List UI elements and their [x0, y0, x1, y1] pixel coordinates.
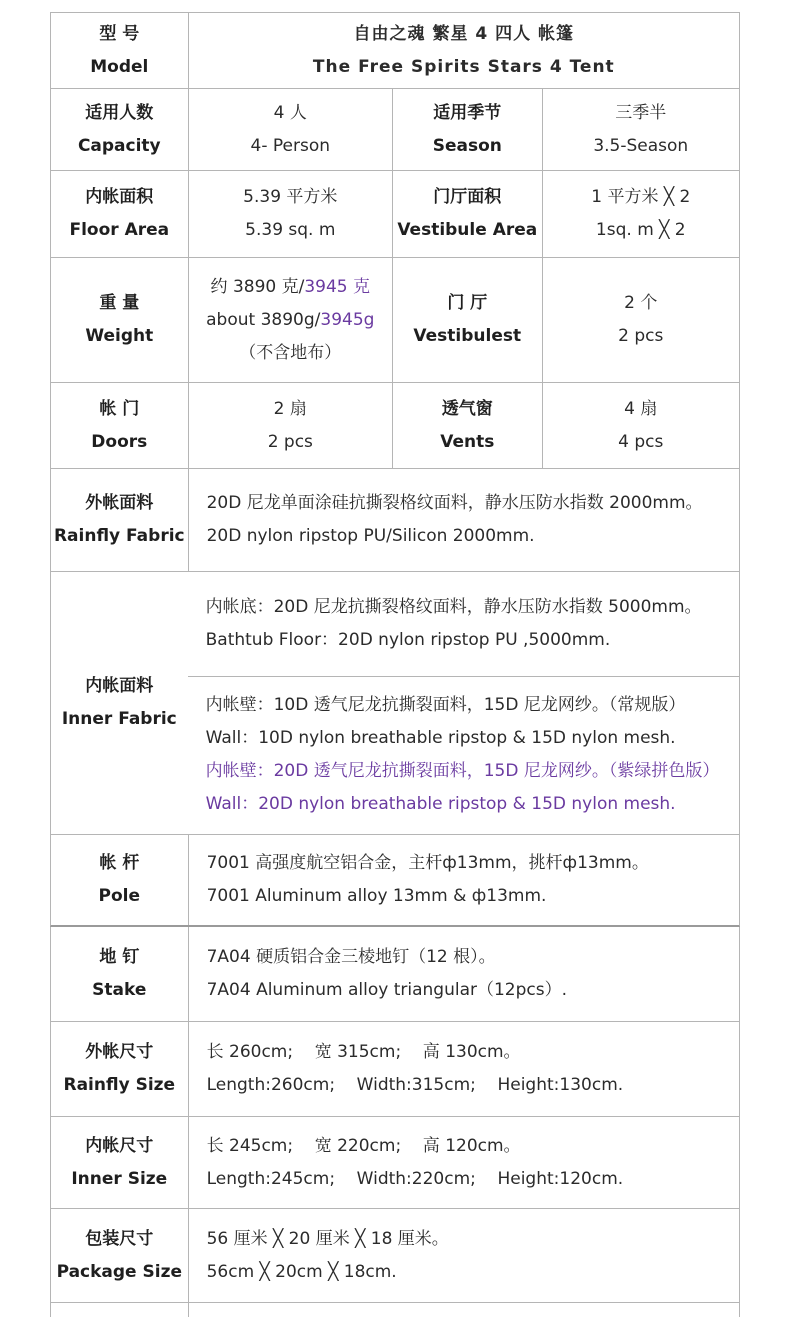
value-cn: 2 个 — [624, 293, 658, 313]
row-model — [50, 12, 740, 89]
row-inner-fabric — [50, 572, 740, 835]
value-cn: 三季半 — [615, 102, 667, 123]
row-inner-size — [50, 1117, 740, 1209]
label-cn: 重 量 — [99, 293, 140, 313]
label-cn: 地 钉 — [99, 947, 140, 967]
value-cn: 5.39 平方米 — [243, 187, 338, 207]
weight-en-alt: 3945g — [320, 309, 375, 330]
row-continued — [50, 1303, 740, 1317]
label-vestibule — [392, 258, 542, 382]
label-cn: 包装尺寸 — [85, 1228, 154, 1249]
label-en: Floor Area — [69, 220, 170, 240]
value-en: 7A04 Aluminum alloy triangular（12pcs）. — [206, 980, 568, 1000]
label-floor-area — [51, 171, 188, 257]
label-en: Doors — [91, 431, 148, 452]
value-en: 20D nylon ripstop PU/Silicon 2000mm. — [206, 526, 535, 546]
value-capacity — [188, 89, 392, 170]
value-en: 7001 Aluminum alloy 13mm & ф13mm. — [206, 886, 547, 906]
wall-alt-en: Wall：20D nylon breathable ripstop & 15D nylon mesh. — [205, 794, 676, 815]
value-doors — [188, 383, 392, 468]
label-en: Season — [432, 135, 502, 156]
row-rainfly-size — [50, 1022, 740, 1117]
label-pole — [51, 835, 188, 925]
weight-en-regular: about 3890g/ — [206, 309, 321, 330]
label-en: Package Size — [56, 1261, 183, 1282]
inner-floor-spec — [188, 572, 739, 676]
label-cn: 内帐面积 — [85, 187, 154, 207]
value-cn: 2 扇 — [273, 398, 307, 419]
value-vestibule — [542, 258, 739, 382]
label-cn: 外帐尺寸 — [85, 1042, 154, 1062]
label-en: Capacity — [77, 135, 161, 156]
weight-cn-alt: 3945 克 — [304, 276, 371, 297]
label-rainfly-fabric — [51, 469, 188, 571]
label-package-size — [51, 1209, 188, 1302]
value-en: 2 pcs — [267, 431, 313, 452]
label-inner-size — [51, 1117, 188, 1208]
label-en: Vestibulest — [413, 326, 522, 346]
label-cn: 内帐面料 — [85, 676, 154, 696]
model-name-cn: 自由之魂 繁星 4 四人 帐篷 — [353, 23, 575, 44]
label-en: Rainfly Size — [63, 1075, 176, 1095]
label-model — [51, 13, 188, 88]
value-weight — [188, 258, 392, 382]
floor-en: Bathtub Floor：20D nylon ripstop PU ,5000mm. — [205, 629, 611, 650]
value-cn: 7001 高强度航空铝合金，主杆ф13mm，挑杆ф13mm。 — [206, 853, 649, 873]
label-cn: 内帐尺寸 — [85, 1135, 154, 1156]
value-cn: 4 扇 — [624, 398, 658, 419]
value-en: Length:260cm; Width:315cm; Height:130cm. — [206, 1075, 624, 1095]
label-vents — [392, 383, 542, 468]
wall-alt-cn: 内帐壁：20D 透气尼龙抗撕裂面料，15D 尼龙网纱。（紫绿拼色版） — [205, 761, 720, 782]
row-rainfly-fabric — [50, 469, 740, 572]
label-en: Rainfly Fabric — [53, 526, 185, 546]
row-floor-area — [50, 171, 740, 258]
label-cn: 型 号 — [99, 23, 140, 44]
label-weight — [51, 258, 188, 382]
value-en: Length:245cm; Width:220cm; Height:120cm. — [206, 1168, 624, 1189]
value-inner-size — [188, 1117, 739, 1208]
value-cn: 56 厘米 ╳ 20 厘米 ╳ 18 厘米。 — [206, 1228, 449, 1249]
wall-cn: 内帐壁：10D 透气尼龙抗撕裂面料，15D 尼龙网纱。（常规版） — [205, 695, 686, 716]
label-en: Vents — [440, 431, 495, 452]
value-en: 4 pcs — [618, 431, 664, 452]
weight-cn — [211, 271, 370, 304]
row-package-size — [50, 1209, 740, 1303]
label-cn: 门 厅 — [447, 293, 488, 313]
inner-wall-spec — [188, 676, 739, 834]
value-continued — [188, 1303, 739, 1317]
label-cn: 帐 杆 — [99, 853, 140, 873]
label-cn: 适用季节 — [433, 102, 502, 123]
value-cn: 1 平方米 ╳ 2 — [591, 187, 691, 207]
value-en: 5.39 sq. m — [245, 220, 336, 240]
weight-en — [206, 304, 374, 337]
label-continued — [51, 1303, 188, 1317]
row-doors — [50, 383, 740, 469]
value-model — [188, 13, 739, 88]
label-cn: 门厅面积 — [433, 187, 502, 207]
label-en: Vestibule Area — [397, 220, 538, 240]
label-season — [392, 89, 542, 170]
label-en: Inner Fabric — [61, 709, 177, 729]
value-cn: 4 人 — [273, 102, 307, 123]
label-inner-fabric — [51, 572, 188, 834]
weight-cn-regular: 约 3890 克/ — [210, 276, 305, 297]
label-cn: 透气窗 — [441, 398, 493, 419]
value-inner-fabric — [188, 572, 739, 834]
value-en: 4- Person — [250, 135, 331, 156]
value-floor-area — [188, 171, 392, 257]
row-pole — [50, 835, 740, 927]
row-capacity — [50, 89, 740, 171]
label-capacity — [51, 89, 188, 170]
value-stake — [188, 927, 739, 1021]
row-stake — [50, 927, 740, 1022]
value-season — [542, 89, 739, 170]
wall-en: Wall：10D nylon breathable ripstop & 15D nylon mesh. — [205, 728, 676, 749]
model-name-en: The Free Spirits Stars 4 Tent — [312, 56, 615, 77]
value-en: 3.5-Season — [593, 135, 689, 156]
value-cn: 7A04 硬质铝合金三棱地钉（12 根）。 — [206, 947, 496, 967]
label-en: Pole — [98, 886, 141, 906]
label-stake — [51, 927, 188, 1021]
value-vents — [542, 383, 739, 468]
spec-table — [50, 12, 740, 1317]
value-package-size — [188, 1209, 739, 1302]
label-cn: 外帐面料 — [85, 493, 154, 513]
value-en: 1sq. m ╳ 2 — [595, 220, 686, 240]
label-en: Inner Size — [71, 1168, 168, 1189]
value-cn: 长 260cm; 宽 315cm; 高 130cm。 — [206, 1042, 521, 1062]
value-rainfly-size — [188, 1022, 739, 1116]
label-cn: 帐 门 — [99, 398, 140, 419]
value-cn: 20D 尼龙单面涂硅抗撕裂格纹面料，静水压防水指数 2000mm。 — [206, 493, 703, 513]
label-cn: 适用人数 — [85, 102, 154, 123]
value-en: 56cm ╳ 20cm ╳ 18cm. — [206, 1261, 397, 1282]
row-weight — [50, 258, 740, 383]
floor-cn: 内帐底：20D 尼龙抗撕裂格纹面料，静水压防水指数 5000mm。 — [205, 596, 702, 617]
value-vestibule-area — [542, 171, 739, 257]
label-vestibule-area — [392, 171, 542, 257]
value-cn: 长 245cm; 宽 220cm; 高 120cm。 — [206, 1135, 521, 1156]
value-en: 2 pcs — [618, 326, 664, 346]
label-en: Weight — [85, 326, 154, 346]
label-en: Model — [90, 56, 149, 77]
weight-note: （不含地布） — [239, 342, 342, 363]
value-rainfly-fabric — [188, 469, 739, 571]
label-en: Stake — [92, 980, 147, 1000]
label-rainfly-size — [51, 1022, 188, 1116]
label-doors — [51, 383, 188, 468]
value-pole — [188, 835, 739, 925]
